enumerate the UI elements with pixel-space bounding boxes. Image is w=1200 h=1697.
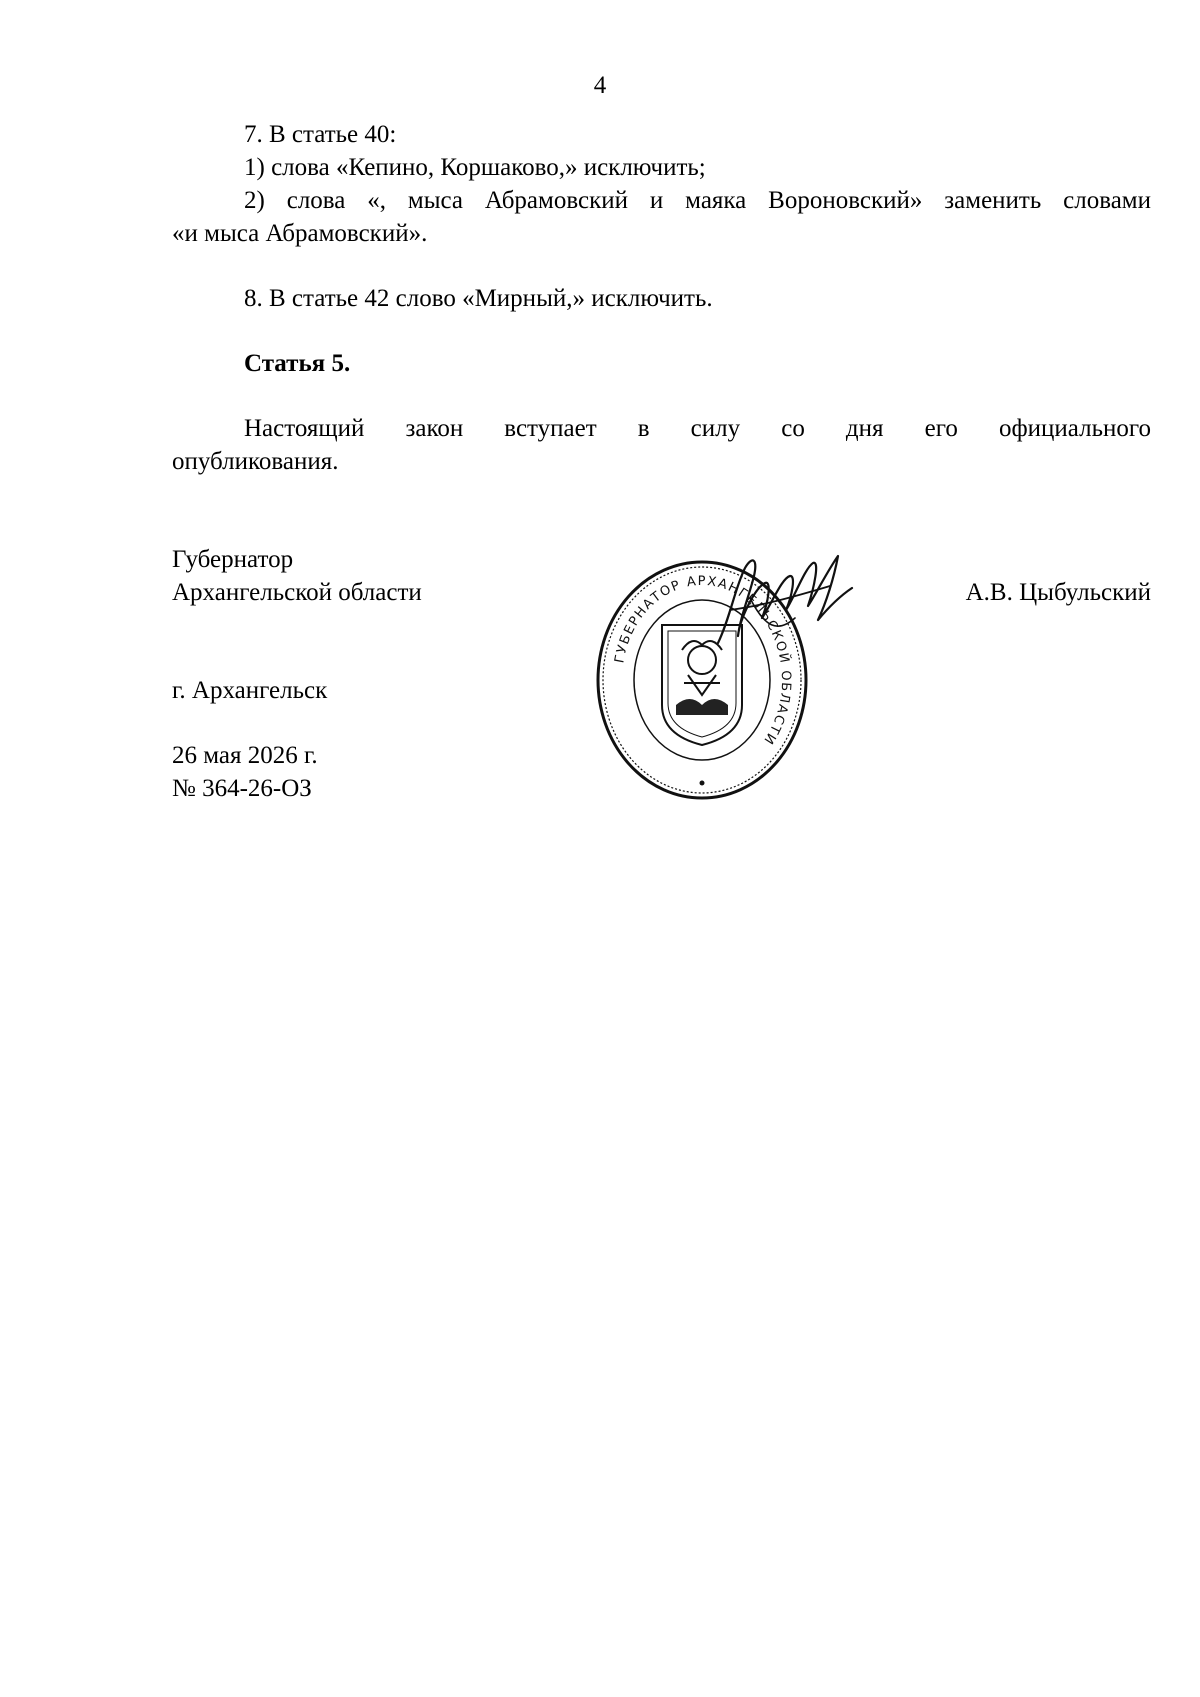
law-number: № 364-26-ОЗ xyxy=(172,775,312,802)
seal-ring-text: ГУБЕРНАТОР АРХАНГЕЛЬСКОЙ ОБЛАСТИ xyxy=(612,573,794,748)
date: 26 мая 2026 г. xyxy=(172,742,318,769)
item-7-subitem-1: 1) слова «Кепино, Коршаково,» исключить; xyxy=(244,154,706,181)
item-7-heading: 7. В статье 40: xyxy=(244,121,397,148)
signatory-position-line-2: Архангельской области xyxy=(172,579,422,606)
article-5-text-line-2: опубликования. xyxy=(172,448,339,475)
item-7-subitem-2-line-1: 2) слова «, мыса Абрамовский и маяка Вороновский» заменить словами xyxy=(244,187,1151,214)
signatory-position-line-1: Губернатор xyxy=(172,546,294,573)
city: г. Архангельск xyxy=(172,677,328,704)
article-5-text-line-1: Настоящий закон вступает в силу со дня его официального xyxy=(244,415,1151,442)
page-number: 4 xyxy=(593,72,607,99)
article-5-title: Статья 5. xyxy=(244,350,351,377)
handwritten-signature xyxy=(710,548,860,658)
signatory-name: А.В. Цыбульский xyxy=(965,579,1151,606)
item-8: 8. В статье 42 слово «Мирный,» исключить. xyxy=(244,285,713,312)
item-7-subitem-2-line-2: «и мыса Абрамовский». xyxy=(172,220,428,247)
